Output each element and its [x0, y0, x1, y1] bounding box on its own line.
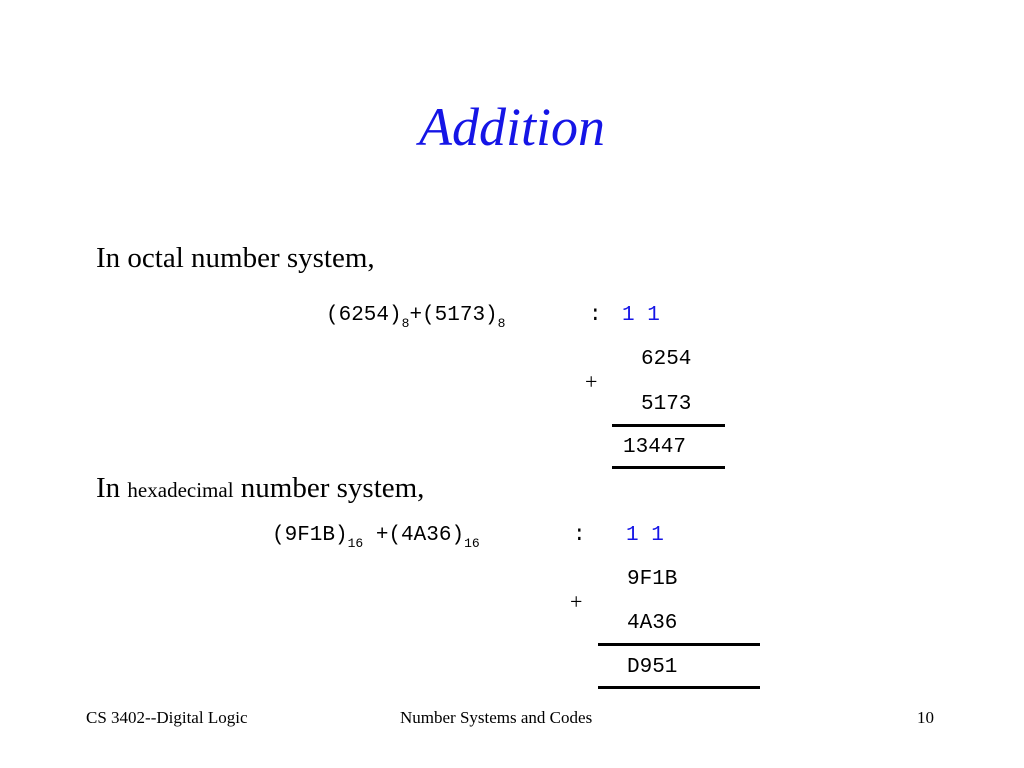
octal-heading: In octal number system,: [96, 242, 375, 274]
hex-result: D951: [627, 656, 678, 679]
footer-topic: Number Systems and Codes: [400, 708, 593, 727]
octal-result: 13447: [623, 436, 687, 459]
hex-carries: 1 1: [626, 524, 664, 547]
octal-expr-op: +: [409, 304, 423, 327]
hex-heading-rest: number system,: [240, 472, 425, 504]
hex-sum-line-top: [598, 643, 760, 646]
hex-base-b: 16: [464, 536, 480, 551]
hex-base-a: 16: [347, 536, 364, 551]
hex-expression: [272, 524, 480, 551]
hex-heading-in: In: [96, 472, 121, 504]
octal-base-a: 8: [401, 316, 410, 331]
octal-operand-2: 5173: [641, 393, 692, 416]
slide-title: Addition: [419, 97, 605, 157]
octal-operand-1: 6254: [641, 348, 692, 371]
hex-operand-1: 9F1B: [627, 568, 678, 591]
octal-expr-a: (6254): [326, 304, 402, 327]
octal-carries: 1 1: [622, 304, 660, 327]
hex-expr-op: +: [375, 524, 389, 547]
octal-base-b: 8: [497, 316, 506, 331]
hex-sum-line-bottom: [598, 686, 760, 689]
hex-operand-2: 4A36: [627, 612, 678, 635]
hex-colon: :: [573, 524, 586, 547]
hex-expr-a: (9F1B): [272, 524, 348, 547]
octal-expression: [326, 304, 506, 331]
hex-heading-word: hexadecimal: [127, 478, 234, 502]
octal-colon: :: [589, 304, 602, 327]
octal-sum-line-bottom: [612, 466, 725, 469]
footer-course: CS 3402--Digital Logic: [86, 708, 248, 727]
octal-expr-b: (5173): [422, 304, 498, 327]
hex-expr-b: (4A36): [388, 524, 465, 547]
octal-plus-sign: +: [585, 369, 598, 394]
octal-sum-line-top: [612, 424, 725, 427]
hex-plus-sign: +: [570, 589, 583, 614]
hex-heading: [96, 474, 424, 503]
footer-page-number: 10: [917, 708, 934, 727]
